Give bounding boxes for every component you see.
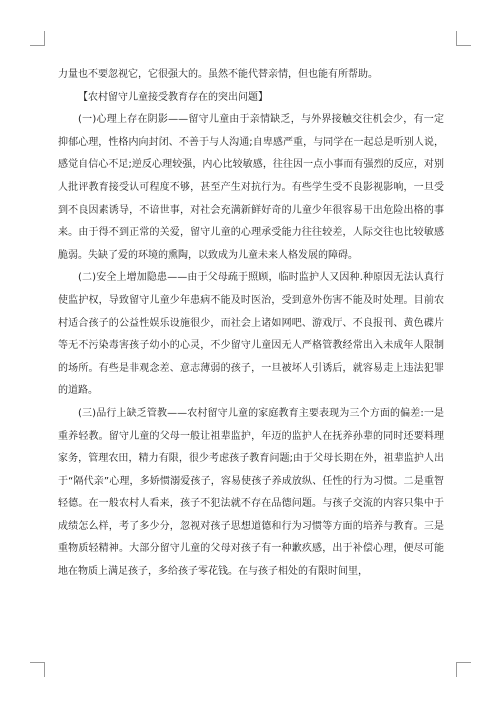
crop-mark-top-left — [30, 31, 45, 46]
crop-mark-bottom-left — [30, 662, 45, 677]
crop-mark-top-right — [456, 31, 471, 46]
body-text — [58, 64, 444, 584]
paragraph-continuation: 力量也不要忽视它，它很强大的。虽然不能代替亲情，但也能有所帮助。 — [58, 69, 378, 80]
paragraph-psychology: (一)心理上存在阴影——留守儿童由于亲情缺乏，与外界接触交往机会少，有一定抑郁心理，性格内向封闭、不善于与人沟通;自卑感严重，与同学在一起总是听别人说，感觉自信心不足;逆反心理较强，内心比较敏感，往往因一点小事而有强烈的反应，对别人批评教育接受认可程度不够，甚至产生对抗行为。有些学生受不良影视影响，一旦受到不良因素诱导，不谙世事，对社会充满新鲜好奇的儿童少年很容易干出危险出格的事来。由于得不到正常的关爱，留守儿童的心理承受能力往往较差，人际交往也比较敏感脆弱。失缺了爱的环境的熏陶，以致成为儿童未来人格发展的障碍。 — [58, 114, 444, 261]
paragraph-conduct: (三)品行上缺乏管教——农村留守儿童的家庭教育主要表现为三个方面的偏差:一是重养轻教。留守儿童的父母一般让祖辈监护，年迈的监护人在抚养孙辈的同时还要料理家务，管理农田，精力有限，很少考虑孩子教育问题;由于父母长期在外，祖辈监护人出于“隔代亲”心理，多娇惯溺爱孩子，容易使孩子养成放纵、任性的行为习惯。二是重智轻德。在一般农村人看来，孩子不犯法就不存在品德问题。与孩子交流的内容只集中于成绩怎么样，考了多少分，忽视对孩子思想道德和行为习惯等方面的培养与教育。三是重物质轻精神。大部分留守儿童的父母对孩子有一种歉疚感，出于补偿心理，便尽可能地在物质上满足孩子，多给孩子零花钱。在与孩子相处的有限时间里， — [58, 407, 444, 578]
crop-mark-bottom-right — [456, 662, 471, 677]
section-heading: 【农村留守儿童接受教育存在的突出问题】 — [78, 91, 268, 103]
paragraph-safety: (二)安全上增加隐患——由于父母疏于照顾，临时监护人又因种.种原因无法认真行使监护权，导致留守儿童少年患病不能及时医治，受到意外伤害不能及时处理。目前农村适合孩子的公益性娱乐设施很少，而社会上诸如网吧、游戏厅、不良报刊、黄色碟片等无不污染毒害孩子幼小的心灵，不少留守儿童因无人严格管教经常出入未成年人限制的场所。有些是非观念差、意志薄弱的孩子，一旦被坏人引诱后，就容易走上违法犯罪的道路。 — [58, 272, 444, 397]
